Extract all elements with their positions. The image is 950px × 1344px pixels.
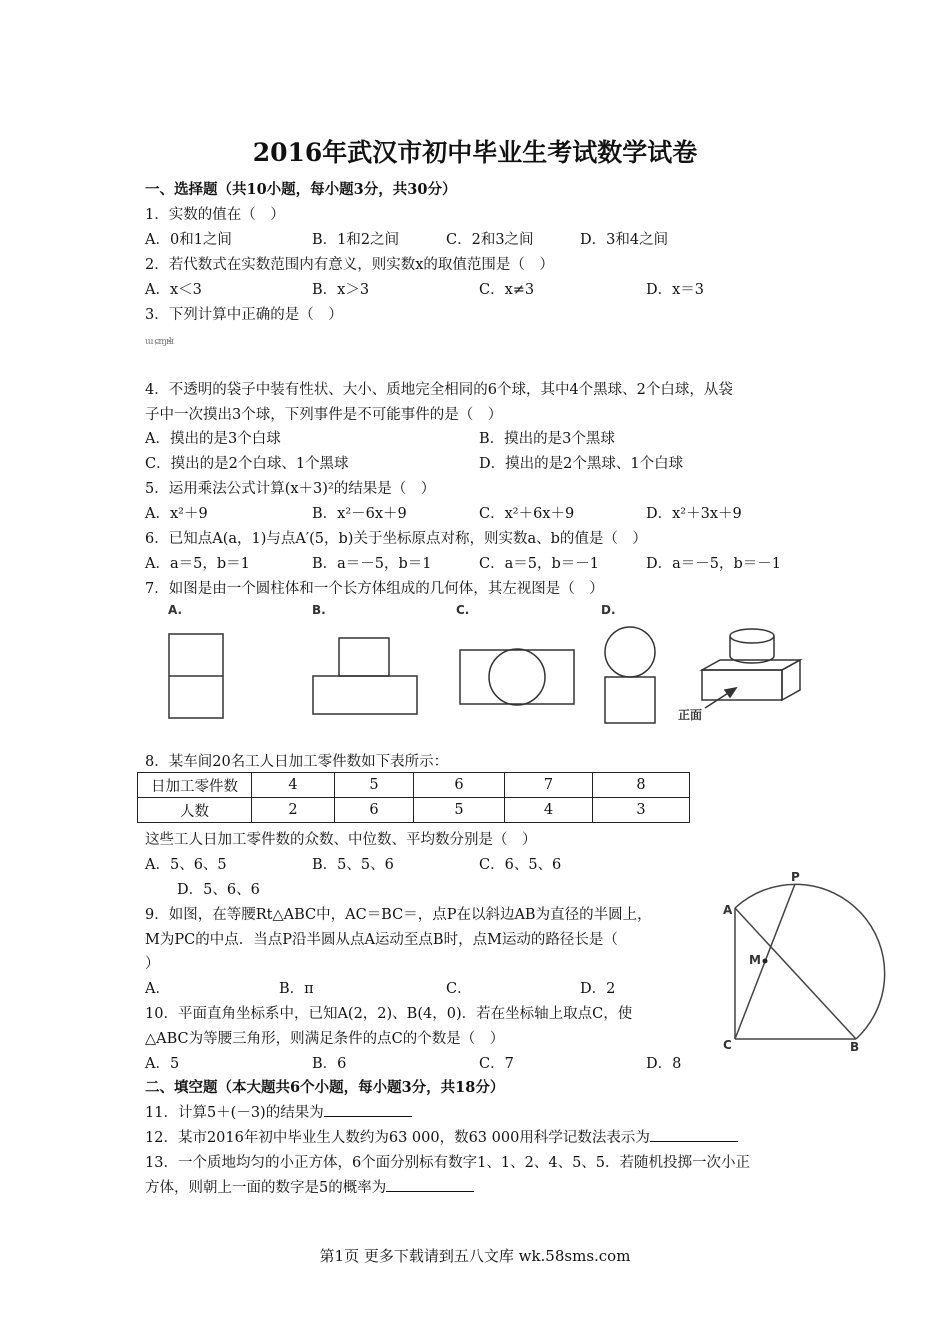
table-row xyxy=(138,773,690,798)
q10-option-b: B．6 xyxy=(312,1056,347,1072)
q5-option-b: B．x²－6x＋9 xyxy=(312,506,407,522)
q10-stem-line1: 10．平面直角坐标系中，已知A(2，2)、B(4，0)．若在坐标轴上取点C，使 xyxy=(145,1006,633,1022)
section-fill-heading: 二、填空题（本大题共6个小题，每小题3分，共18分） xyxy=(145,1079,505,1096)
q1-option-b: B．1和2之间 xyxy=(312,232,400,248)
q1-option-c: C．2和3之间 xyxy=(446,232,534,248)
q13-stem-line1: 13．一个质地均匀的小正方体，6个面分别标有数字1、1、2、4、5、5．若随机投掷一次小正 xyxy=(145,1155,751,1171)
q7-label-c: C. xyxy=(456,603,470,617)
table-cell: 4 xyxy=(505,798,593,823)
table-cell: 3 xyxy=(593,798,690,823)
q7-view-c xyxy=(460,649,574,705)
q6-option-a: A．a＝5，b＝1 xyxy=(145,556,250,572)
table-cell: 4 xyxy=(252,773,335,798)
q8-question: 这些工人日加工零件数的众数、中位数、平均数分别是（ ） xyxy=(145,832,537,848)
q11-stem: 11．计算5＋(－3)的结果为 xyxy=(145,1105,324,1121)
q9-option-d: D．2 xyxy=(580,981,616,997)
section-choice-heading: 一、选择题（共10小题，每小题3分，共30分） xyxy=(145,181,457,198)
table-cell: 人数 xyxy=(138,798,252,823)
q5-option-c: C．x²＋6x＋9 xyxy=(479,506,575,522)
q9-label-p: P xyxy=(791,870,800,884)
q8-table xyxy=(137,772,690,823)
q13-line2 xyxy=(145,1176,474,1197)
table-cell: 日加工零件数 xyxy=(138,773,252,798)
q9-option-a: A． xyxy=(145,981,170,997)
q12-answer-blank[interactable] xyxy=(650,1127,738,1142)
q7-label-b: B. xyxy=(312,603,326,617)
q9-point-m xyxy=(763,959,768,964)
q6-option-c: C．a＝5，b＝－1 xyxy=(479,556,599,572)
page-footer: 第1页 更多下载请到五八文库 wk.58sms.com xyxy=(319,1247,631,1265)
table-cell: 6 xyxy=(414,773,505,798)
q8-option-b: B．5、5、6 xyxy=(312,857,394,873)
q7-label-d: D. xyxy=(601,603,616,617)
page-title: 2016年武汉市初中毕业生考试数学试卷 xyxy=(252,138,698,167)
q6-stem: 6．已知点A(a，1)与点A′(5，b)关于坐标原点对称，则实数a、b的值是（ ） xyxy=(145,531,647,547)
table-cell: 2 xyxy=(252,798,335,823)
q2-option-a: A．x＜3 xyxy=(145,282,202,298)
q10-option-c: C．7 xyxy=(479,1056,514,1072)
q2-option-c: C．x≠3 xyxy=(479,282,535,298)
q8-option-c: C．6、5、6 xyxy=(479,857,562,873)
q2-option-b: B．x＞3 xyxy=(312,282,370,298)
q9-option-c: C． xyxy=(446,981,472,997)
q11-line xyxy=(145,1101,412,1122)
q7-stem: 7．如图是由一个圆柱体和一个长方体组成的几何体，其左视图是（ ） xyxy=(145,581,604,597)
q8-stem: 8．某车间20名工人日加工零件数如下表所示： xyxy=(145,754,449,770)
q8-option-a: A．5、6、5 xyxy=(145,857,227,873)
q7-label-a: A. xyxy=(168,603,183,617)
q1-option-a: A．0和1之间 xyxy=(145,232,232,248)
q7-view-b xyxy=(313,638,417,714)
q3-options-broken-image: ɯ ɕɱɪɬɪ xyxy=(145,337,173,347)
q7-view-a xyxy=(169,634,223,718)
table-row xyxy=(138,798,690,823)
q4-option-d: D．摸出的是2个黑球、1个白球 xyxy=(479,456,684,472)
q11-answer-blank[interactable] xyxy=(324,1102,412,1117)
q7-solid xyxy=(702,629,800,708)
q6-option-b: B．a＝－5，b＝1 xyxy=(312,556,432,572)
q12-stem: 12．某市2016年初中毕业生人数约为63 000，数63 000用科学记数法表示为 xyxy=(145,1130,650,1146)
q9-figure xyxy=(715,868,890,1058)
q9-label-b: B xyxy=(850,1040,860,1054)
q4-stem-line1: 4．不透明的袋子中装有性状、大小、质地完全相同的6个球，其中4个黑球、2个白球，从袋 xyxy=(145,382,733,398)
q7-front-label: 正面 xyxy=(678,708,703,722)
table-cell: 5 xyxy=(414,798,505,823)
q4-option-c: C．摸出的是2个白球、1个黑球 xyxy=(145,456,349,472)
q7-figure xyxy=(140,598,820,733)
q7-view-d xyxy=(605,627,655,723)
q9-option-b: B．π xyxy=(279,981,314,997)
q1-stem: 1．实数的值在（ ） xyxy=(145,207,285,223)
q9-label-a: A xyxy=(723,903,733,917)
q2-stem: 2．若代数式在实数范围内有意义，则实数x的取值范围是（ ） xyxy=(145,257,554,273)
q2-option-d: D．x＝3 xyxy=(646,282,705,298)
q8-option-d: D．5、6、6 xyxy=(177,882,260,898)
q9-stem-line2: M为PC的中点．当点P沿半圆从点A运动至点B时，点M运动的路径长是（ xyxy=(145,932,618,948)
q9-label-c: C xyxy=(723,1038,732,1052)
q5-option-a: A．x²＋9 xyxy=(145,506,208,522)
q10-stem-line2: △ABC为等腰三角形，则满足条件的点C的个数是（ ） xyxy=(145,1031,505,1047)
q6-option-d: D．a＝－5，b＝－1 xyxy=(646,556,782,572)
q4-option-b: B．摸出的是3个黑球 xyxy=(479,431,615,447)
table-cell: 7 xyxy=(505,773,593,798)
table-cell: 8 xyxy=(593,773,690,798)
table-cell: 5 xyxy=(335,773,414,798)
q10-option-a: A．5 xyxy=(145,1056,180,1072)
q1-option-d: D．3和4之间 xyxy=(580,232,669,248)
q9-stem-line3: ） xyxy=(145,956,160,972)
q4-stem-line2: 子中一次摸出3个球，下列事件是不可能事件的是（ ） xyxy=(145,407,503,423)
table-cell: 6 xyxy=(335,798,414,823)
q13-answer-blank[interactable] xyxy=(386,1177,474,1192)
q3-stem: 3．下列计算中正确的是（ ） xyxy=(145,307,343,323)
q9-label-m: M xyxy=(749,953,761,967)
q10-option-d: D．8 xyxy=(646,1056,682,1072)
q12-line xyxy=(145,1126,738,1147)
q9-stem-line1: 9．如图，在等腰Rt△ABC中，AC＝BC＝，点P在以斜边AB为直径的半圆上， xyxy=(145,907,652,923)
q5-option-d: D．x²＋3x＋9 xyxy=(646,506,742,522)
q5-stem: 5．运用乘法公式计算(x＋3)²的结果是（ ） xyxy=(145,481,436,497)
q13-stem-line2: 方体，则朝上一面的数字是5的概率为 xyxy=(145,1180,387,1196)
q9-hypotenuse-ab xyxy=(735,908,856,1039)
q4-option-a: A．摸出的是3个白球 xyxy=(145,431,281,447)
